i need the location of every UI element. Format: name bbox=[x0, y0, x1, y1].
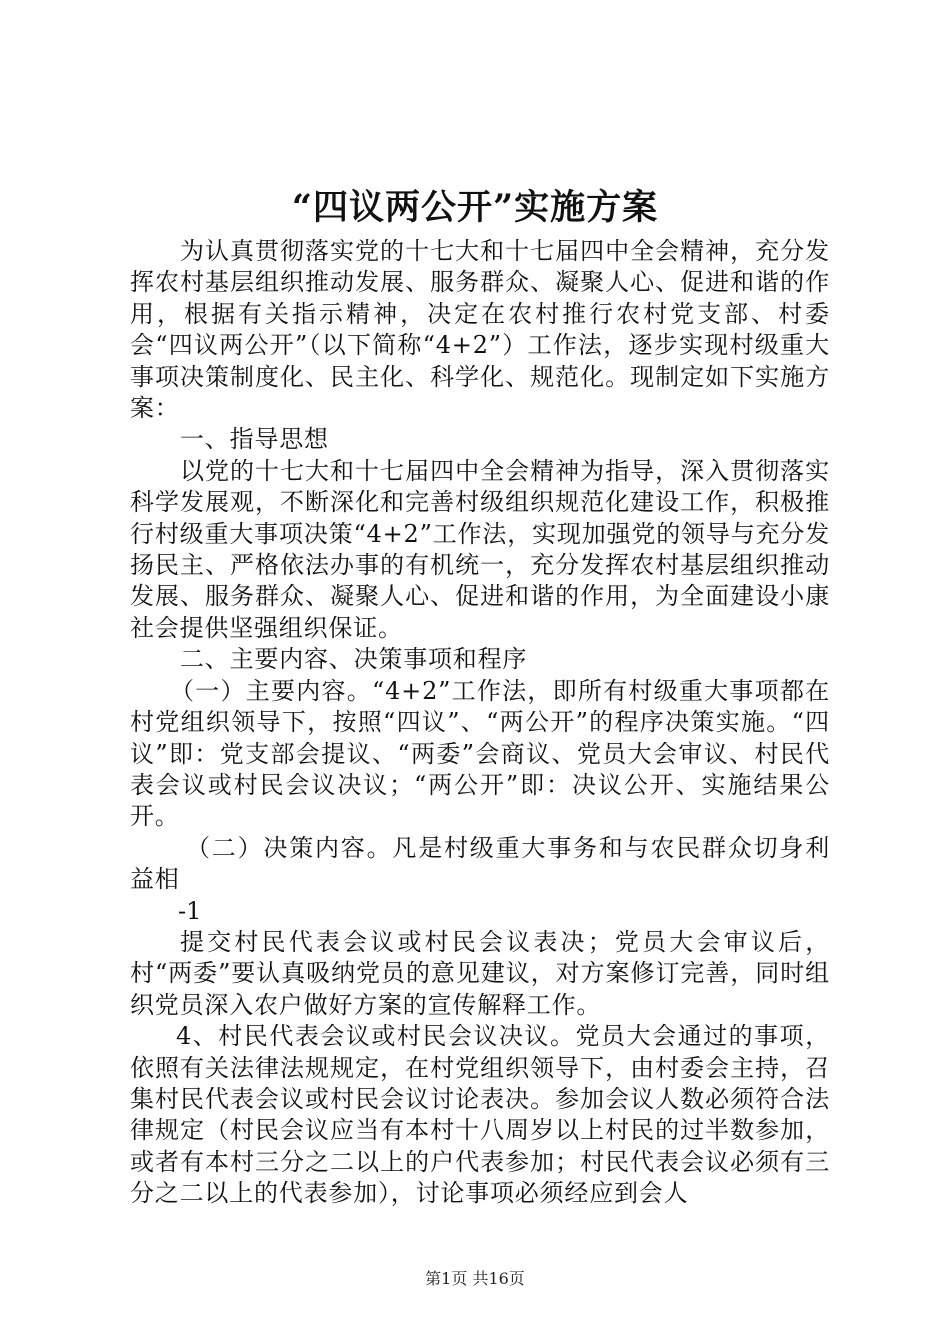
section-heading-main-content: 二、主要内容、决策事项和程序 bbox=[180, 645, 528, 674]
document-body bbox=[130, 236, 830, 1210]
document-title: “四议两公开”实施方案 bbox=[291, 187, 659, 228]
guiding-ideology-paragraph: 以党的十七大和十七届四中全会精神为指导，深入贯彻落实科学发展观，不断深化和完善村级组织规范化建设工作，积极推行村级重大事项决策“4+2”工作法，实现加强党的领导与充分发扬民主、严格依法办事的有机统一，充分发挥农村基层组织推动发展、服务群众、凝聚人心、促进和谐的作用，为全面建设小康社会提供坚强组织保证。 bbox=[130, 456, 830, 642]
villager-meeting-paragraph: 4、村民代表会议或村民会议决议。党员大会通过的事项，依照有关法律法规规定，在村党组织领导下，由村委会主持，召集村民代表会议或村民会议讨论表决。参加会议人数必须符合法律规定（村民会议应当有本村十八周岁以上村民的过半数参加，或者有本村三分之二以上的户代表参加；村民代表会议必须有三分之二以上的代表参加），讨论事项必须经应到会人 bbox=[130, 1022, 830, 1208]
page-footer: 第1页 共16页 bbox=[425, 1269, 525, 1288]
main-content-paragraph: （一）主要内容。“4+2”工作法，即所有村级重大事项都在村党组织领导下，按照“四议”、“两公开”的程序决策实施。“四议”即：党支部会提议、“两委”会商议、党员大会审议、村民代表会议或村民会议决议；“两公开”即：决议公开、实施结果公开。 bbox=[130, 676, 830, 831]
decision-content-paragraph: （二）决策内容。凡是村级重大事务和与农民群众切身利益相 bbox=[130, 833, 830, 894]
page-marker: -1 bbox=[178, 896, 202, 925]
section-heading-guiding-ideology: 一、指导思想 bbox=[180, 425, 329, 454]
intro-paragraph: 为认真贯彻落实党的十七大和十七届四中全会精神，充分发挥农村基层组织推动发展、服务群众、凝聚人心、促进和谐的作用，根据有关指示精神，决定在农村推行农村党支部、村委会“四议两公开”（以下简称“4+2”）工作法，逐步实现村级重大事项决策制度化、民主化、科学化、规范化。现制定如下实施方案： bbox=[130, 237, 830, 423]
submission-paragraph: 提交村民代表会议或村民会议表决；党员大会审议后，村“两委”要认真吸纳党员的意见建议，对方案修订完善，同时组织党员深入农户做好方案的宣传解释工作。 bbox=[130, 927, 830, 1019]
